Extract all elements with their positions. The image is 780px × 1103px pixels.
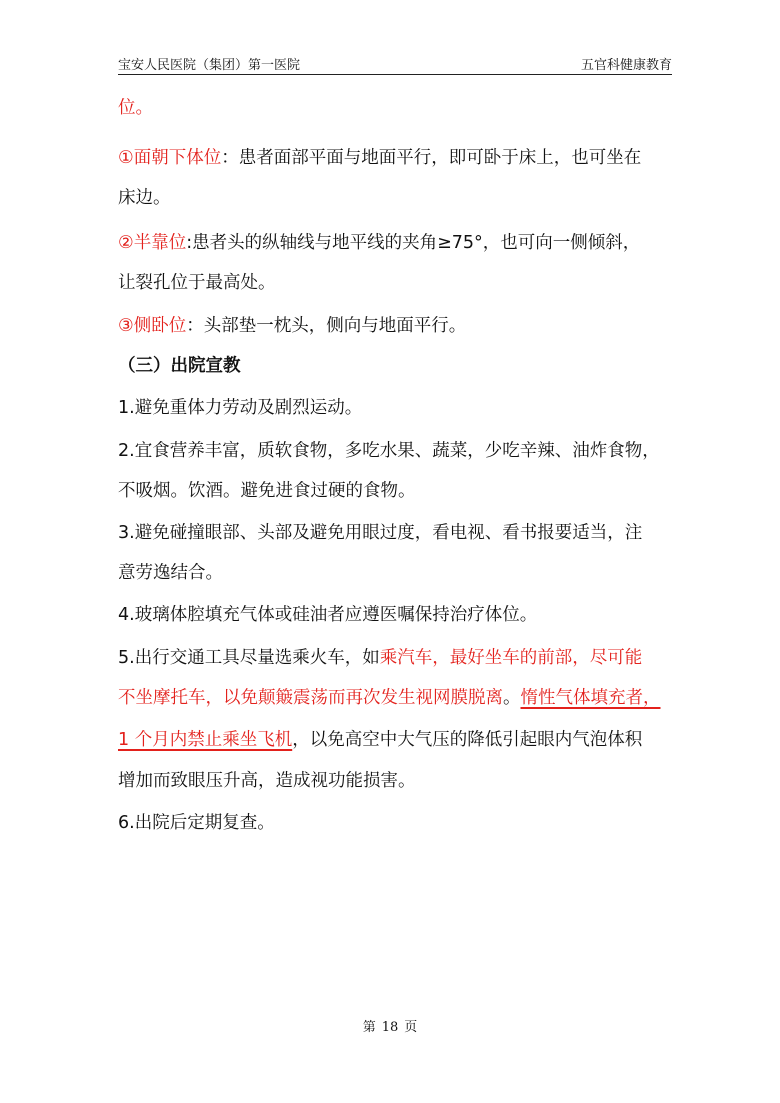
position-face-down-text: ：患者面部平面与地面平行，即可卧于床上，也可坐在 [221,148,642,168]
position-tail: 位。 [118,98,153,118]
item5-line1-highlight: 乘汽车，最好坐车的前部，尽可能 [379,648,643,668]
list-item-5-line1 [118,644,642,669]
position-side-lying-label: ③侧卧位 [118,316,187,336]
position-face-down-cont: 床边。 [118,188,171,208]
position-semi-reclined-text: :患者头的纵轴线与地平线的夹角≥75°，也可向一侧倾斜， [186,233,641,253]
list-item-2-line2: 不吸烟。饮酒。避免进食过硬的食物。 [118,481,416,501]
section-heading: （三）出院宣教 [118,356,241,376]
list-item-5-line4: 增加而致眼压升高，造成视功能损害。 [118,771,416,791]
item5-line2-highlight: 不坐摩托车，以免颠簸震荡而再次发生视网膜脱离 [118,688,503,708]
item5-line3-plain: ，以免高空中大气压的降低引起眼内气泡体积 [292,730,643,750]
item5-line2-underlined: 惰性气体填充者， [520,688,661,708]
page-prefix: 第 [362,1020,376,1035]
list-item-3-line1: 3.避免碰撞眼部、头部及避免用眼过度，看电视、看书报要适当，注 [118,523,643,543]
list-item-3-line2: 意劳逸结合。 [118,563,223,583]
item5-line2-period: 。 [503,688,521,708]
position-face-down [118,144,641,169]
page-header [118,52,672,75]
page-number: 18 [381,1020,399,1035]
list-item-5-line2 [118,684,661,709]
item5-line3-underlined: 1 个月内禁止乘坐飞机 [118,730,293,750]
list-item-5-line3 [118,726,642,751]
list-item-1: 1.避免重体力劳动及剧烈运动。 [118,398,363,418]
position-side-lying-text: ：头部垫一枕头，侧向与地面平行。 [186,316,467,336]
item5-line1-plain: 5.出行交通工具尽量选乘火车，如 [118,648,380,668]
page-suffix: 页 [404,1020,418,1035]
position-face-down-label: ①面朝下体位 [118,148,222,168]
page-footer [0,1016,780,1035]
list-item-2-line1: 2.宜食营养丰富，质软食物，多吃水果、蔬菜，少吃辛辣、油炸食物， [118,441,660,461]
header-hospital-name: 宝安人民医院（集团）第一医院 [118,58,301,73]
position-semi-reclined [118,229,640,254]
position-semi-reclined-label: ②半靠位 [118,233,187,253]
list-item-6: 6.出院后定期复查。 [118,813,275,833]
list-item-4: 4.玻璃体腔填充气体或硅油者应遵医嘱保持治疗体位。 [118,605,538,625]
header-department: 五官科健康教育 [580,58,672,73]
position-semi-reclined-cont: 让裂孔位于最高处。 [118,273,276,293]
position-side-lying [118,312,466,337]
